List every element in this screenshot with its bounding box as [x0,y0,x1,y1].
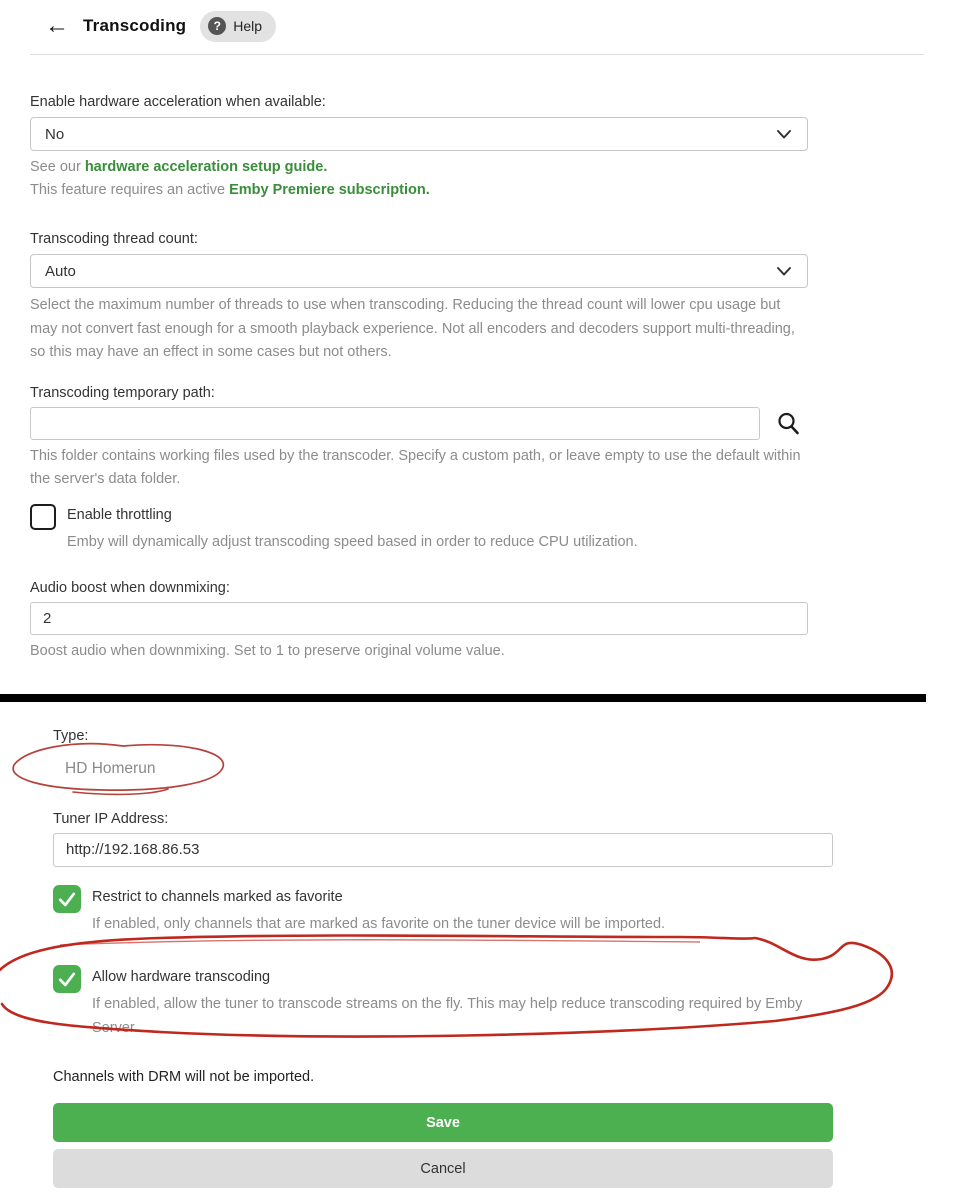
tuner-ip-input[interactable] [53,833,833,867]
hw-transcoding-help: If enabled, allow the tuner to transcode streams on the fly. This may help reduce transcoding required by Emby Server. [92,996,803,1036]
browse-path-button[interactable] [776,411,801,436]
hardware-acceleration-select[interactable] [30,117,808,151]
thread-count-label: Transcoding thread count: [30,231,198,247]
audio-boost-help: Boost audio when downmixing. Set to 1 to preserve original volume value. [30,643,505,659]
premiere-line [30,182,840,198]
question-mark-icon: ? [208,17,226,35]
temp-path-row [30,407,840,440]
chevron-down-icon [773,123,795,145]
temp-path-input[interactable] [30,407,760,440]
drm-note: Channels with DRM will not be imported. [53,1069,315,1085]
thread-count-help: Select the maximum number of threads to use when transcoding. Reducing the thread count will lower cpu usage but may not convert fast enough for a smooth playback experience. Not all encoders and decoders support multi-threading, so this may have an effect in some cases but not others. [30,297,795,360]
setup-guide-line [30,159,840,175]
temp-path-label: Transcoding temporary path: [30,384,215,401]
audio-boost-label: Audio boost when downmixing: [30,580,230,596]
back-arrow-icon[interactable]: ← [45,12,69,39]
favorites-help: If enabled, only channels that are marked as favorite on the tuner device will be imported. [92,915,666,932]
tuner-ip-label: Tuner IP Address: [53,810,169,827]
tuner-settings-section [0,728,890,1189]
throttling-row [30,504,840,555]
hw-transcoding-label: Allow hardware transcoding [92,969,271,985]
checkmark-icon [56,968,78,990]
premiere-suffix: . [425,182,430,198]
chevron-down-icon [773,260,795,282]
hw-transcoding-checkbox[interactable] [53,965,81,993]
favorites-label: Restrict to channels marked as favorite [92,888,343,905]
save-button[interactable]: Save [53,1103,833,1142]
page-title: Transcoding [83,16,187,35]
hw-transcoding-row [53,965,890,1040]
transcoding-settings-section [0,94,840,664]
audio-boost-input[interactable] [30,602,808,635]
throttling-label: Enable throttling [67,506,172,523]
thread-count-select[interactable] [30,254,808,288]
setup-guide-suffix: . [323,159,328,175]
thread-count-value: Auto [45,262,76,280]
throttling-checkbox[interactable] [30,504,56,530]
tuner-type-label: Type: [53,727,89,744]
favorites-checkbox[interactable] [53,885,81,913]
help-button-label: Help [233,18,263,34]
setup-guide-link[interactable]: hardware acceleration setup guide [84,159,324,175]
header-divider [30,54,924,55]
premiere-link[interactable]: Emby Premiere subscription [229,182,426,198]
throttling-help: Emby will dynamically adjust transcoding speed based in order to reduce CPU utilization. [67,533,638,550]
favorites-row [53,885,890,937]
section-divider [0,694,926,702]
cancel-button[interactable]: Cancel [53,1149,833,1188]
help-button[interactable] [200,11,276,42]
tuner-type-value: HD Homerun [65,759,156,777]
page-header [0,0,962,42]
hardware-acceleration-label: Enable hardware acceleration when available: [30,94,326,110]
checkmark-icon [56,888,78,910]
magnifier-icon [776,411,801,436]
premiere-prefix: This feature requires an active [30,182,230,198]
hardware-acceleration-value: No [45,125,65,143]
temp-path-help: This folder contains working files used by the transcoder. Specify a custom path, or leave empty to use the default within the server's data folder. [30,447,801,487]
setup-guide-prefix: See our [30,159,85,175]
